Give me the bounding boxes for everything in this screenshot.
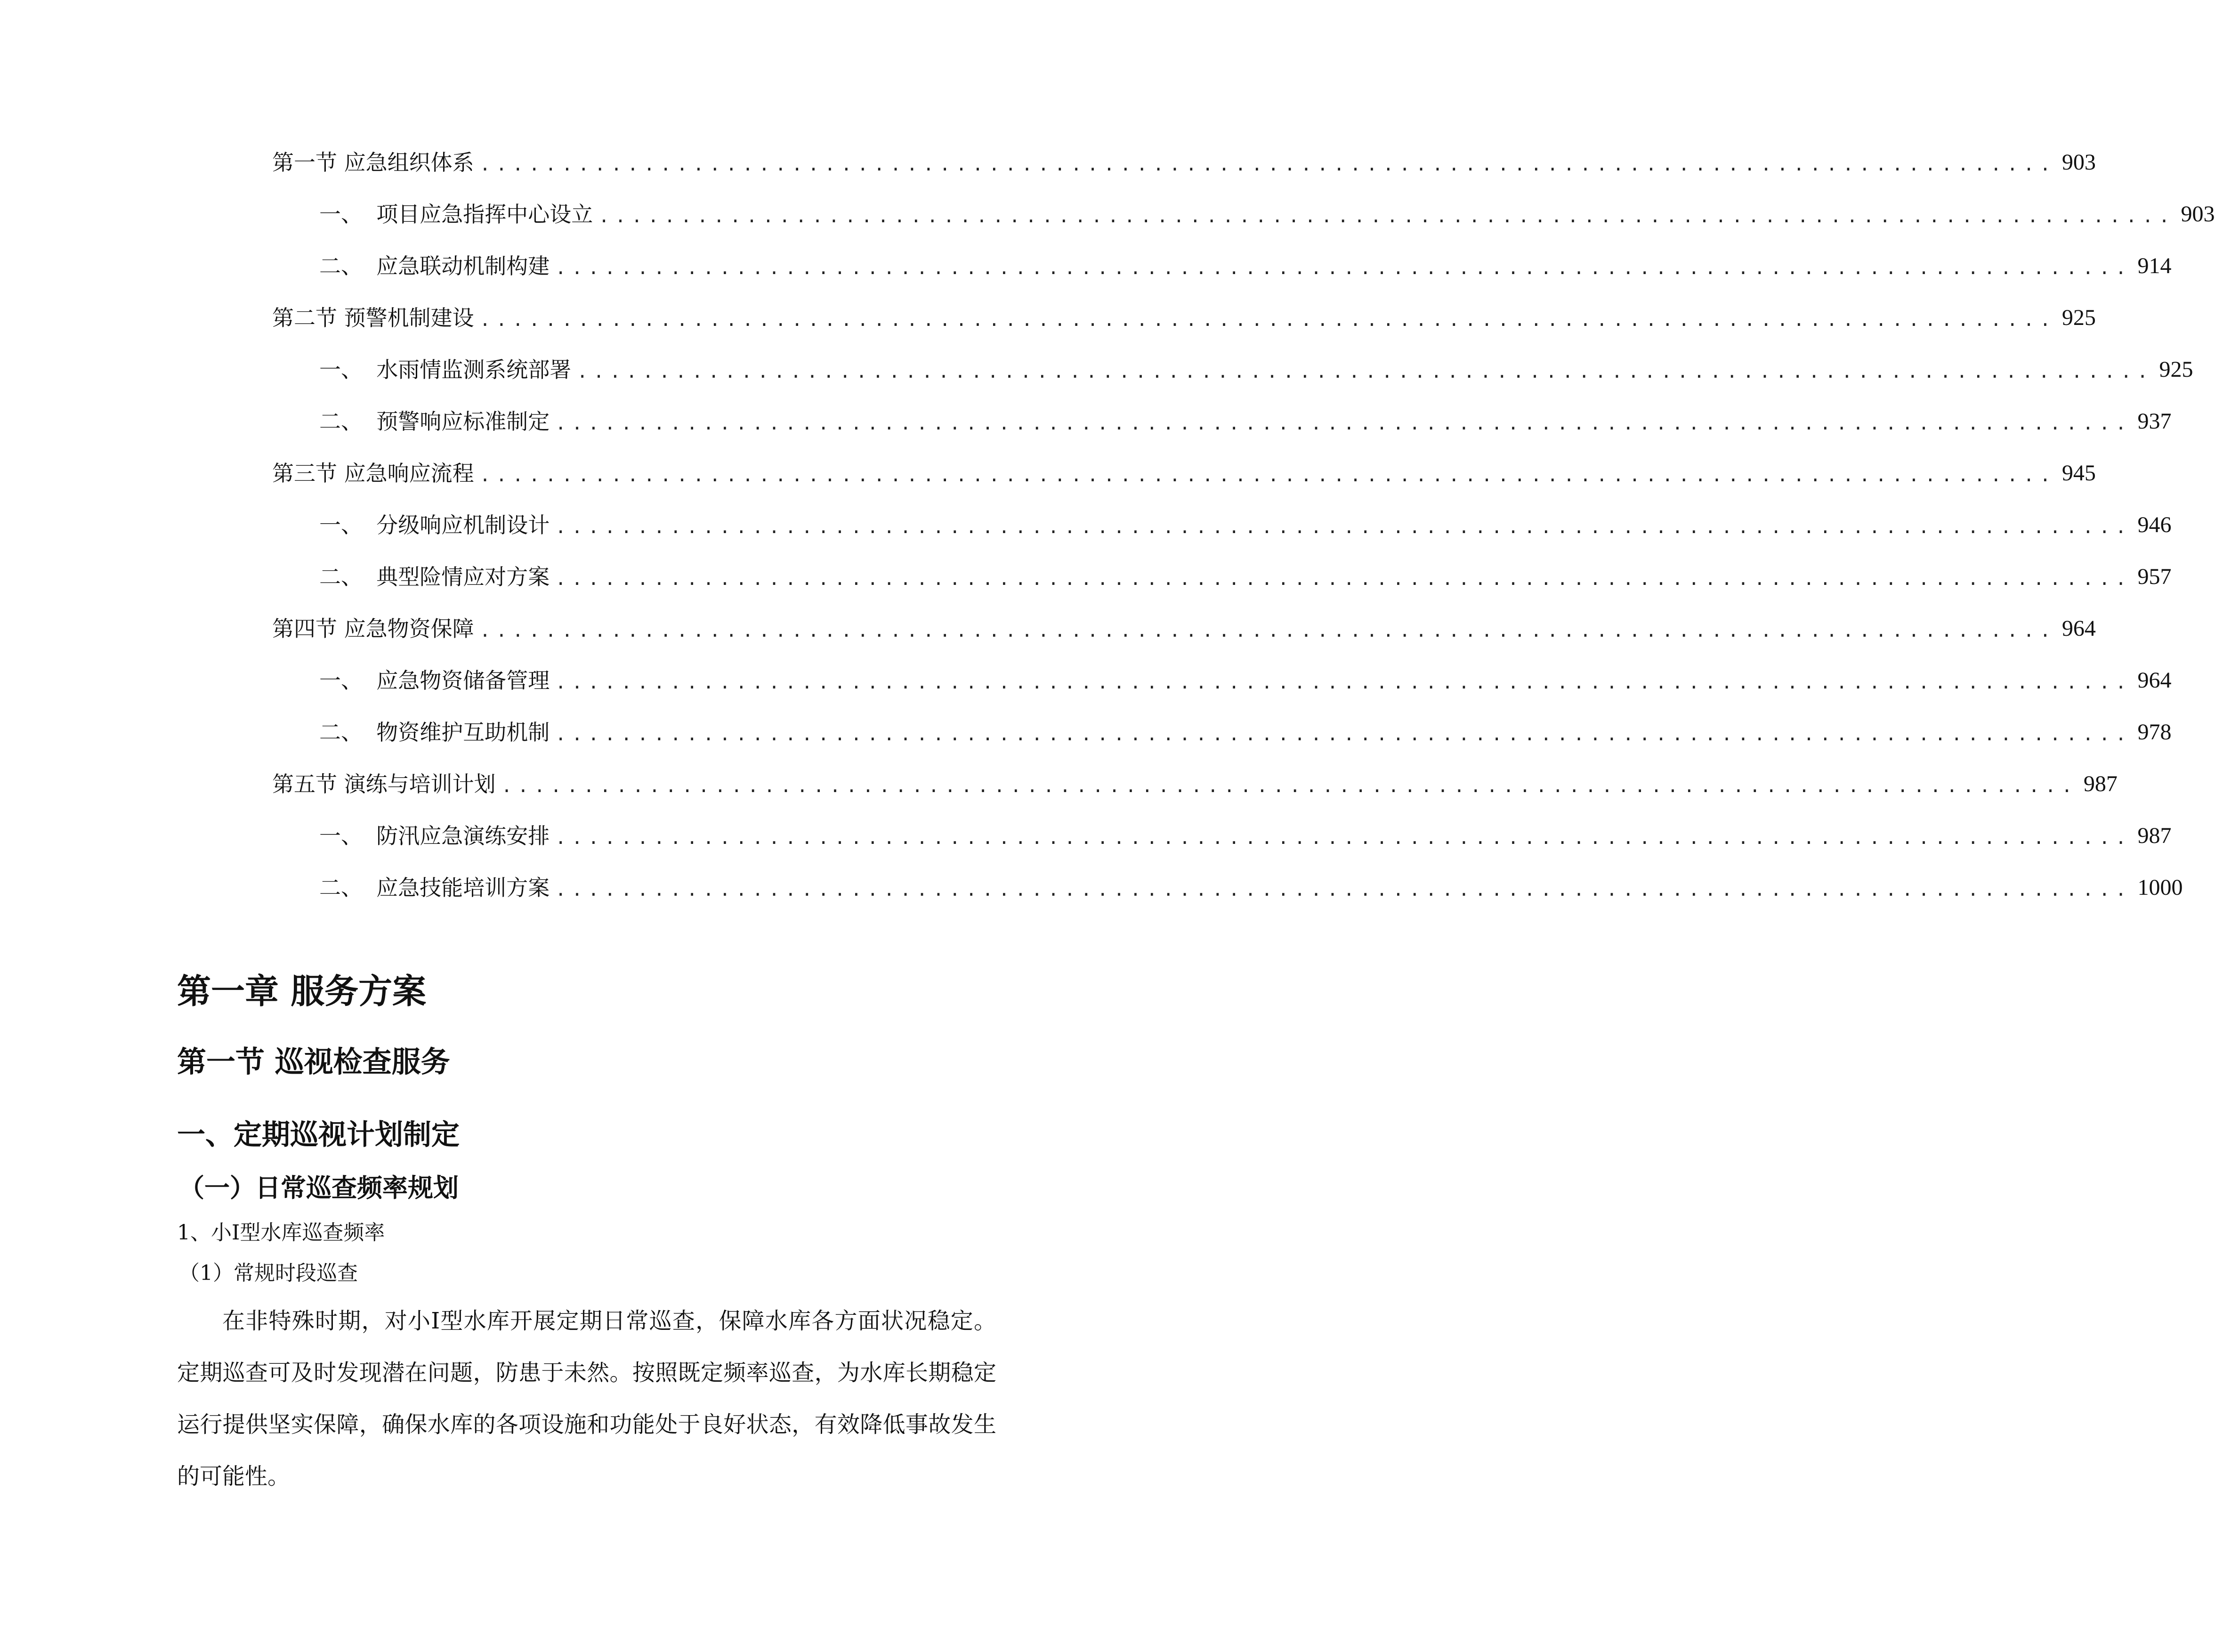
toc-entry-label: 第四节 应急物资保障 (272, 616, 474, 641)
item-heading: 1、小Ⅰ型水库巡查频率 (177, 1221, 385, 1245)
section-heading: 第一节 巡视检查服务 (177, 1045, 450, 1079)
toc-entry[interactable] (272, 137, 2096, 188)
toc-entry[interactable] (272, 655, 2172, 706)
toc-leader-dots: ................................................................................................ (577, 361, 2154, 382)
toc-entry-label: 第三节 应急响应流程 (272, 461, 474, 486)
toc-entry-page: 945 (2061, 461, 2096, 486)
toc-entry[interactable] (272, 758, 2118, 810)
toc-entry-page: 925 (2159, 357, 2193, 382)
toc-leader-dots: ................................................................................................ (479, 465, 2056, 486)
toc-entry-page: 964 (2137, 668, 2172, 693)
toc-entry-label: 二、 预警响应标准制定 (319, 409, 550, 434)
toc-entry[interactable] (272, 240, 2172, 292)
toc-entry[interactable] (272, 706, 2172, 758)
toc-entry[interactable] (272, 862, 2183, 914)
toc-entry-label: 二、 应急技能培训方案 (319, 875, 550, 900)
toc-leader-dots: ................................................................................................ (501, 776, 2078, 796)
toc-entry-page: 1000 (2137, 875, 2183, 900)
toc-leader-dots: ................................................................................................ (555, 568, 2132, 589)
toc-leader-dots: ................................................................................................ (555, 413, 2132, 434)
table-of-contents (272, 137, 2215, 914)
toc-leader-dots: ................................................................................................ (479, 620, 2056, 641)
toc-entry[interactable] (272, 603, 2096, 655)
toc-entry-page: 937 (2137, 409, 2172, 434)
toc-entry-page: 987 (2083, 771, 2118, 796)
toc-entry-page: 978 (2137, 720, 2172, 745)
toc-entry[interactable] (272, 447, 2096, 499)
toc-entry[interactable] (272, 188, 2215, 240)
toc-entry-label: 第二节 预警机制建设 (272, 305, 474, 331)
toc-entry-page: 964 (2061, 616, 2096, 641)
chapter-heading: 第一章 服务方案 (177, 972, 427, 1011)
toc-leader-dots: ................................................................................................ (479, 154, 2056, 175)
toc-leader-dots: ................................................................................................ (555, 879, 2132, 900)
toc-entry[interactable] (272, 810, 2172, 862)
toc-entry[interactable] (272, 292, 2096, 344)
toc-leader-dots: ................................................................................................ (555, 724, 2132, 745)
subsection-heading: 一、定期巡视计划制定 (177, 1118, 460, 1151)
toc-entry-label: 第五节 演练与培训计划 (272, 771, 496, 797)
toc-entry-page: 914 (2137, 253, 2172, 278)
toc-entry-label: 一、 项目应急指挥中心设立 (319, 202, 593, 227)
toc-entry-label: 第一节 应急组织体系 (272, 150, 474, 175)
toc-entry-label: 一、 应急物资储备管理 (319, 668, 550, 693)
toc-leader-dots: ................................................................................................ (555, 258, 2132, 278)
toc-leader-dots: ................................................................................................ (479, 309, 2056, 330)
toc-entry-page: 903 (2061, 150, 2096, 175)
toc-entry-page: 957 (2137, 564, 2172, 589)
toc-entry-page: 946 (2137, 512, 2172, 537)
toc-entry-page: 925 (2061, 305, 2096, 330)
toc-entry-page: 903 (2181, 202, 2215, 227)
toc-leader-dots: ................................................................................................ (555, 517, 2132, 537)
toc-entry[interactable] (272, 551, 2172, 603)
toc-entry[interactable] (272, 396, 2172, 447)
toc-leader-dots: ................................................................................................ (555, 827, 2132, 848)
toc-entry-label: 二、 典型险情应对方案 (319, 564, 550, 590)
subsubsection-heading: （一）日常巡查频率规划 (179, 1173, 459, 1203)
toc-entry-label: 二、 物资维护互助机制 (319, 720, 550, 745)
subitem-heading: （1）常规时段巡查 (179, 1261, 358, 1285)
toc-entry[interactable] (272, 344, 2193, 396)
toc-entry-page: 987 (2137, 823, 2172, 848)
toc-leader-dots: ................................................................................................ (598, 206, 2175, 227)
toc-leader-dots: ................................................................................................ (555, 672, 2132, 693)
toc-entry[interactable] (272, 499, 2172, 551)
toc-entry-label: 一、 水雨情监测系统部署 (319, 357, 572, 382)
toc-entry-label: 一、 分级响应机制设计 (319, 512, 550, 538)
toc-entry-label: 一、 防汛应急演练安排 (319, 823, 550, 849)
body-paragraph: 在非特殊时期，对小Ⅰ型水库开展定期日常巡查，保障水库各方面状况稳定。定期巡查可及时发现潜在问题，防患于未然。按照既定频率巡查，为水库长期稳定运行提供坚实保障，确保水库的各项设施和功能处于良好状态，有效降低事故发生的可能性。 (177, 1308, 996, 1490)
toc-entry-label: 二、 应急联动机制构建 (319, 253, 550, 279)
